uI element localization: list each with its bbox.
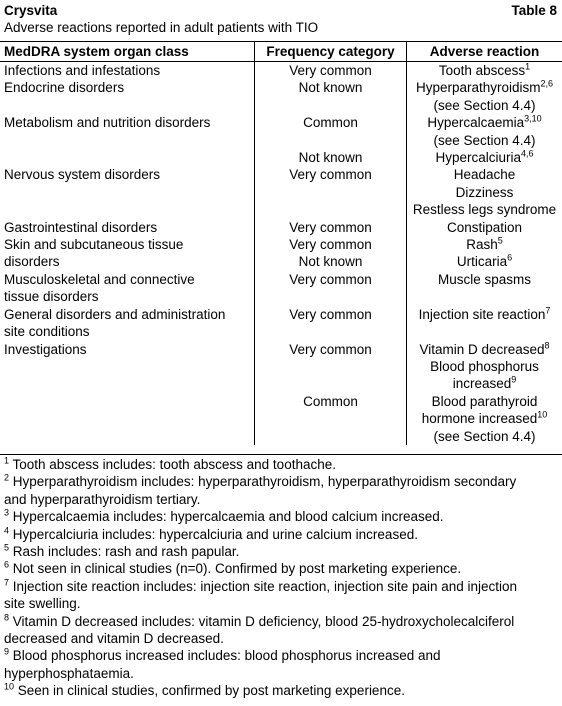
footnote-text: hyperphosphataemia.	[4, 665, 134, 681]
soc-text: General disorders and administration	[4, 306, 226, 322]
reaction-text: Muscle spasms	[437, 271, 532, 287]
table-row	[0, 341, 562, 393]
reaction-line	[407, 341, 562, 358]
frequency-cell	[254, 62, 406, 79]
reaction-cell	[406, 114, 562, 149]
footnote-number: 3	[4, 507, 10, 518]
soc-cell	[0, 253, 254, 270]
soc-text	[4, 149, 254, 166]
footnote-text: site swelling.	[4, 596, 81, 612]
footnote-text: and hyperparathyroidism tertiary.	[4, 491, 201, 507]
soc-cell	[0, 341, 254, 393]
reaction-text: increased	[452, 376, 512, 392]
soc-cell	[0, 219, 254, 236]
footnote-ref: 2,6	[540, 78, 554, 89]
frequency-text: Very common	[289, 219, 372, 235]
soc-text: disorders	[4, 254, 60, 270]
footnote-number: 6	[4, 559, 10, 570]
footnote	[4, 473, 562, 508]
footnote	[4, 647, 562, 682]
frequency-cell	[254, 166, 406, 218]
soc-cell	[0, 79, 254, 114]
soc-cell	[0, 236, 254, 253]
frequency-text: Very common	[289, 167, 372, 183]
frequency-cell	[254, 393, 406, 445]
soc-cell	[0, 306, 254, 341]
footnote-text: decreased and vitamin D decreased.	[4, 631, 224, 647]
table-row	[0, 114, 562, 149]
table-row	[0, 219, 562, 236]
reaction-text: (see Section 4.4)	[433, 132, 536, 148]
table-header	[0, 2, 562, 37]
table-row	[0, 393, 562, 445]
footnote	[4, 682, 562, 699]
frequency-cell	[254, 219, 406, 236]
reaction-text: Rash	[466, 237, 498, 253]
table-row	[0, 62, 562, 79]
soc-cell	[0, 166, 254, 218]
soc-text: Gastrointestinal disorders	[4, 219, 158, 235]
footnote-text: Hypercalciuria includes: hypercalciuria and urine calcium increased.	[9, 526, 418, 542]
frequency-text: Not known	[298, 80, 363, 96]
frequency-text: Not known	[298, 150, 363, 166]
reaction-line	[407, 236, 562, 253]
soc-cell	[0, 114, 254, 149]
reaction-cell	[406, 271, 562, 306]
reaction-line	[407, 306, 562, 323]
reaction-line	[407, 410, 562, 427]
frequency-text: Very common	[289, 237, 372, 253]
frequency-text: Very common	[289, 306, 372, 322]
soc-text: Infections and infestations	[4, 63, 161, 78]
soc-text: Investigations	[4, 341, 87, 357]
frequency-text: Common	[303, 115, 358, 131]
adverse-reactions-table	[0, 42, 562, 445]
footnote-number: 10	[4, 681, 15, 692]
reaction-line	[407, 166, 562, 183]
frequency-text: Very common	[289, 271, 372, 287]
footnote-text: Hyperparathyroidism includes: hyperparathyroidism, hyperparathyroidism secondary	[9, 474, 517, 490]
soc-cell	[0, 62, 254, 79]
footnote	[4, 456, 562, 473]
reaction-text: Constipation	[446, 219, 523, 235]
table-row	[0, 271, 562, 306]
reaction-text: Urticaria	[456, 254, 508, 270]
column-header-row	[0, 42, 562, 61]
reaction-cell	[406, 149, 562, 166]
reaction-line	[407, 97, 562, 114]
reaction-line	[407, 358, 562, 375]
footnote-text: Tooth abscess includes: tooth abscess and toothache.	[9, 457, 336, 472]
soc-text: Metabolism and nutrition disorders	[4, 115, 211, 131]
soc-text: Skin and subcutaneous tissue	[4, 237, 184, 253]
footnote-ref: 7	[545, 305, 551, 316]
reaction-cell	[406, 306, 562, 341]
footnote-ref: 5	[497, 235, 503, 246]
footnote-number: 2	[4, 472, 10, 483]
soc-text: Nervous system disorders	[4, 167, 161, 183]
footnote-number: 7	[4, 577, 10, 588]
footnotes	[0, 456, 562, 700]
reaction-line	[407, 149, 562, 166]
bottom-rule	[0, 454, 562, 455]
frequency-cell	[254, 114, 406, 149]
table-caption: Adverse reactions reported in adult patients with TIO	[4, 20, 319, 36]
reaction-cell	[406, 79, 562, 114]
table-label: Table 8	[511, 3, 557, 18]
footnote	[4, 578, 562, 613]
reaction-line	[407, 375, 562, 392]
table-row	[0, 253, 562, 270]
column-header-frequency: Frequency category	[254, 42, 406, 61]
reaction-text: Hyperparathyroidism	[415, 80, 541, 96]
reaction-cell	[406, 219, 562, 236]
reaction-text: Blood parathyroid	[431, 393, 538, 409]
footnote-ref: 10	[537, 409, 548, 420]
reaction-line	[407, 184, 562, 201]
reaction-line	[407, 114, 562, 131]
frequency-text: Very common	[289, 341, 372, 357]
header-rule	[0, 61, 562, 62]
footnote-number: 1	[4, 455, 10, 466]
reaction-text: (see Section 4.4)	[433, 97, 536, 113]
reaction-text: Tooth abscess	[438, 63, 526, 78]
reaction-cell	[406, 236, 562, 253]
frequency-cell	[254, 341, 406, 393]
reaction-cell	[406, 253, 562, 270]
footnote	[4, 560, 562, 577]
footnote	[4, 526, 562, 543]
column-header-soc: MedDRA system organ class	[4, 44, 189, 59]
reaction-text: Dizziness	[455, 184, 514, 200]
soc-text: site conditions	[4, 324, 90, 340]
footnote	[4, 543, 562, 560]
frequency-cell	[254, 79, 406, 114]
soc-text	[4, 393, 254, 410]
soc-text: Musculoskeletal and connective	[4, 271, 195, 287]
footnote-number: 5	[4, 542, 10, 553]
reaction-text: (see Section 4.4)	[433, 428, 536, 444]
footnote-ref: 4,6	[521, 148, 534, 159]
footnote-text: Rash includes: rash and rash papular.	[9, 544, 240, 560]
frequency-cell	[254, 236, 406, 253]
reaction-line	[407, 132, 562, 149]
footnote-text: Seen in clinical studies, confirmed by post marketing experience.	[14, 683, 405, 699]
reaction-cell	[406, 341, 562, 393]
footnote	[4, 613, 562, 648]
reaction-cell	[406, 393, 562, 445]
reaction-line	[407, 201, 562, 218]
table-row	[0, 236, 562, 253]
table-row	[0, 306, 562, 341]
frequency-cell	[254, 149, 406, 166]
soc-cell	[0, 271, 254, 306]
reaction-text: Injection site reaction	[418, 306, 546, 322]
reaction-line	[407, 428, 562, 445]
frequency-cell	[254, 271, 406, 306]
reaction-text: Hypercalciuria	[435, 150, 521, 166]
soc-cell	[0, 393, 254, 445]
footnote	[4, 508, 562, 525]
table-row	[0, 79, 562, 114]
footnote-ref: 1	[525, 61, 531, 72]
reaction-line	[407, 253, 562, 270]
frequency-text: Very common	[289, 63, 372, 78]
reaction-line	[407, 393, 562, 410]
reaction-line	[407, 271, 562, 288]
footnote-number: 8	[4, 612, 10, 623]
footnote-text: Vitamin D decreased includes: vitamin D deficiency, blood 25-hydroxycholecalciferol	[9, 613, 515, 629]
footnote-text: Injection site reaction includes: injection site reaction, injection site pain and injection	[9, 578, 518, 594]
reaction-line	[407, 219, 562, 236]
reaction-text: Blood phosphorus	[430, 358, 539, 374]
footnote-ref: 6	[507, 252, 513, 263]
footnote-number: 9	[4, 646, 10, 657]
footnote-ref: 9	[511, 374, 517, 385]
table-row	[0, 166, 562, 218]
reaction-text: Hypercalcaemia	[427, 115, 525, 131]
footnote-ref: 8	[544, 340, 550, 350]
reaction-line	[407, 62, 562, 79]
reaction-text: Vitamin D decreased	[419, 341, 545, 357]
frequency-text: Not known	[298, 254, 363, 270]
footnote-text: Not seen in clinical studies (n=0). Confirmed by post marketing experience.	[9, 561, 462, 577]
soc-text: Endocrine disorders	[4, 80, 125, 96]
product-title: Crysvita	[4, 3, 58, 18]
soc-cell	[0, 149, 254, 166]
footnote-text: Blood phosphorus increased includes: blood phosphorus increased and	[9, 648, 441, 664]
reaction-text: Restless legs syndrome	[412, 202, 557, 218]
frequency-cell	[254, 306, 406, 341]
footnote-number: 4	[4, 525, 10, 536]
footnote-text: Hypercalcaemia includes: hypercalcaemia and blood calcium increased.	[9, 509, 444, 525]
reaction-cell	[406, 166, 562, 218]
frequency-cell	[254, 253, 406, 270]
soc-text: tissue disorders	[4, 289, 99, 305]
reaction-text: Headache	[453, 167, 516, 183]
reaction-line	[407, 79, 562, 96]
reaction-cell	[406, 62, 562, 79]
reaction-text: hormone increased	[421, 411, 538, 427]
table-body	[0, 62, 562, 445]
column-header-reaction: Adverse reaction	[406, 42, 562, 61]
frequency-text: Common	[303, 393, 358, 409]
footnote-ref: 3,10	[524, 113, 542, 124]
table-row	[0, 149, 562, 166]
